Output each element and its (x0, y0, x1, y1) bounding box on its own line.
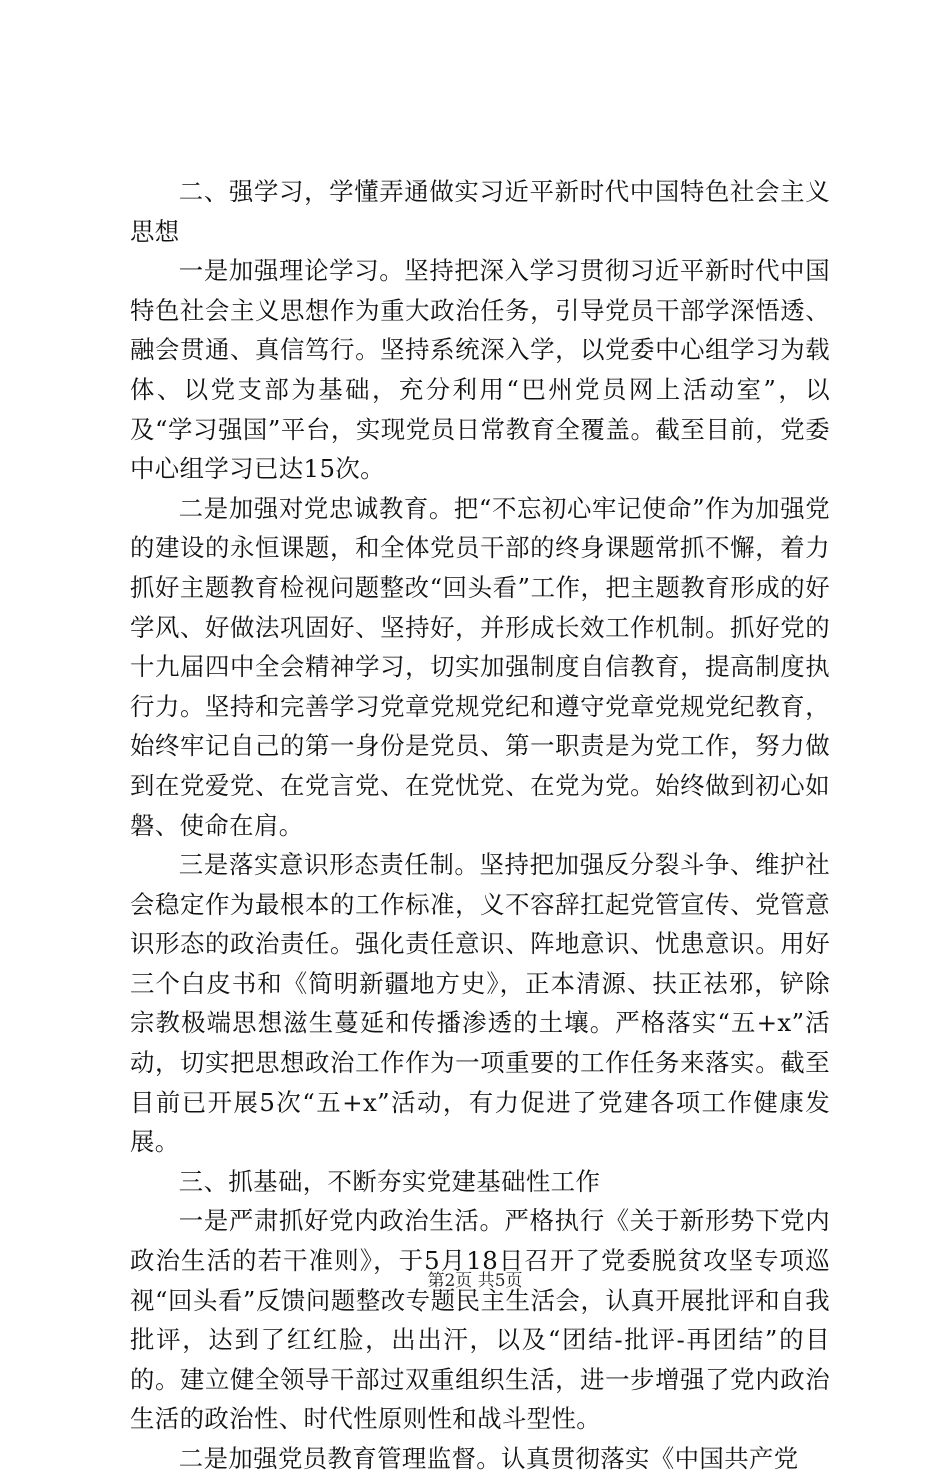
paragraph-loyalty-education: 二是加强对党忠诚教育。把“不忘初心牢记使命”作为加强党的建设的永恒课题，和全体党员干部的终身课题常抓不懈，着力抓好主题教育检视问题整改“回头看”工作，把主题教育形成的好学风、好做法巩固好、坚持好，并形成长效工作机制。抓好党的十九届四中全会精神学习，切实加强制度自信教育，提高制度执行力。坚持和完善学习党章党规党纪和遵守党章党规党纪教育，始终牢记自己的第一身份是党员、第一职责是为党工作，努力做到在党爱党、在党言党、在党忧党、在党为党。始终做到初心如磐、使命在肩。 (130, 493, 830, 840)
section-heading-3: 三、抓基础，不断夯实党建基础性工作 (178, 1166, 601, 1196)
paragraph-theory-study: 一是加强理论学习。坚持把深入学习贯彻习近平新时代中国特色社会主义思想作为重大政治任务，引导党员干部学深悟透、融会贯通、真信笃行。坚持系统深入学，以党委中心组学习为载体、以党支部为基础，充分利用“巴州党员网上活动室”，以及“学习强国”平台，实现党员日常教育全覆盖。截至目前，党委中心组学习已达15次。 (130, 256, 830, 484)
section-heading-2: 二、强学习，学懂弄通做实习近平新时代中国特色社会主义思想 (130, 177, 830, 246)
paragraph-ideology-responsibility: 三是落实意识形态责任制。坚持把加强反分裂斗争、维护社会稳定作为最根本的工作标准，义不容辞扛起党管宣传、党管意识形态的政治责任。强化责任意识、阵地意识、忧患意识。用好三个白皮书和《简明新疆地方史》，正本清源、扶正祛邪，铲除宗教极端思想滋生蔓延和传播渗透的土壤。严格落实“五+x”活动，切实把思想政治工作作为一项重要的工作任务来落实。截至目前已开展5次“五+x”活动，有力促进了党建各项工作健康发展。 (130, 850, 830, 1157)
paragraph-member-supervision: 二是加强党员教育管理监督。认真贯彻落实《中国共产党 (178, 1444, 799, 1473)
page-footer: 第2页 共5页 (427, 1271, 523, 1291)
paragraph-political-life: 一是严肃抓好党内政治生活。严格执行《关于新形势下党内政治生活的若干准则》，于5月18日召开了党委脱贫攻坚专项巡视“回头看”反馈问题整改专题民主生活会，认真开展批评和自我批评，达到了红红脸，出出汗，以及“团结-批评-再团结”的目的。建立健全领导干部过双重组织生活，进一步增强了党内政治生活的政治性、时代性原则性和战斗型性。 (130, 1206, 830, 1434)
